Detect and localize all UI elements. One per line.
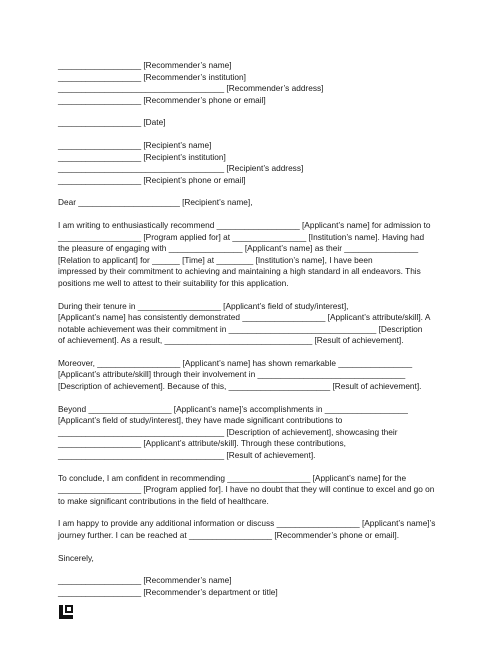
salutation: Dear ______________________ [Recipient’s name], [58, 197, 253, 208]
paragraph-line: During their tenure in __________________ [Applicant’s field of study/interest], [58, 300, 349, 311]
paragraph-line: [Applicant’s name] has consistently demonstrated __________________ [Applicant’s attribute/skill]. A [58, 312, 431, 323]
paragraph-line: to make significant contributions in the field of healthcare. [58, 495, 269, 506]
recipient-institution-line: __________________ [Recipient’s institution] [58, 151, 226, 162]
document-brand-logo-icon [59, 605, 73, 619]
paragraph-line: ____________________________________ [Description of achievement], showcasing their [58, 426, 398, 437]
recommender-institution-line: __________________ [Recommender’s institution] [58, 71, 246, 82]
paragraph-introduction [58, 220, 458, 290]
recommender-address-block [58, 60, 458, 106]
paragraph-line: positions me well to attest to their suitability for this application. [58, 277, 289, 288]
closing: Sincerely, [58, 552, 94, 563]
paragraph-line: Beyond __________________ [Applicant’s name]’s accomplishments in __________________ [58, 403, 408, 414]
paragraph-line: __________________ [Program applied for]. I have no doubt that they will continue to excel and go on [58, 484, 435, 495]
recommender-name-line: __________________ [Recommender’s name] [58, 60, 232, 70]
paragraph-line: of achievement]. As a result, ________________________________ [Result of achievement]. [58, 335, 404, 346]
signature-block [58, 575, 458, 598]
paragraph-line: notable achievement was their commitment in ________________________________ [Description [58, 323, 423, 334]
signature-title-line: __________________ [Recommender’s department or title] [58, 586, 278, 597]
paragraph-line: To conclude, I am confident in recommending __________________ [Applicant’s name] for the [58, 472, 407, 483]
paragraph-conclusion [58, 473, 458, 508]
recommender-address-line: ____________________________________ [Recommender’s address] [58, 83, 324, 94]
paragraph-line: __________________ [Applicant’s attribute/skill]. Through these contributions, [58, 438, 346, 449]
date-line: __________________ [Date] [58, 117, 166, 128]
paragraph-line: Moreover, __________________ [Applicant’s name] has shown remarkable ________________ [58, 357, 413, 368]
letter-body [58, 60, 458, 598]
recipient-address-block [58, 140, 458, 186]
paragraph-moreover [58, 358, 458, 393]
paragraph-tenure [58, 301, 458, 347]
paragraph-line: journey further. I can be reached at __________________ [Recommender’s phone or email]. [58, 530, 400, 540]
paragraph-beyond [58, 404, 458, 462]
paragraph-contact-offer [58, 518, 458, 541]
signature-name-line: __________________ [Recommender’s name] [58, 575, 232, 586]
paragraph-line: [Applicant’s field of study/interest], they have made significant contributions to [58, 415, 343, 426]
paragraph-line: [Description of achievement]. Because of this, ______________________ [Result of achievement]. [58, 381, 422, 392]
paragraph-line: the pleasure of engaging with ________________ [Applicant’s name] as their ________________ [58, 243, 419, 254]
paragraph-line: I am writing to enthusiastically recommend __________________ [Applicant’s name] for admission to [58, 219, 431, 230]
recipient-contact-line: __________________ [Recipient’s phone or email] [58, 174, 246, 185]
recommender-contact-line: __________________ [Recommender’s phone or email] [58, 94, 266, 105]
paragraph-line: I am happy to provide any additional information or discuss __________________ [Applicant’s name]’s [58, 518, 436, 529]
paragraph-line: [Applicant’s attribute/skill] through their involvement in ________________________________ [58, 369, 406, 380]
paragraph-line: impressed by their commitment to achieving and maintaining a high standard in all endeavors. This [58, 266, 421, 277]
paragraph-line: __________________ [Program applied for] at ________________ [Institution’s name]. Having had [58, 231, 425, 242]
recipient-address-line: ____________________________________ [Recipient’s address] [58, 163, 304, 174]
paragraph-line: ____________________________________ [Result of achievement]. [58, 450, 316, 461]
paragraph-line: [Relation to applicant] for ______ [Time] at ________ [Institution’s name], I have been [58, 254, 373, 265]
recipient-name-line: __________________ [Recipient’s name] [58, 139, 212, 150]
